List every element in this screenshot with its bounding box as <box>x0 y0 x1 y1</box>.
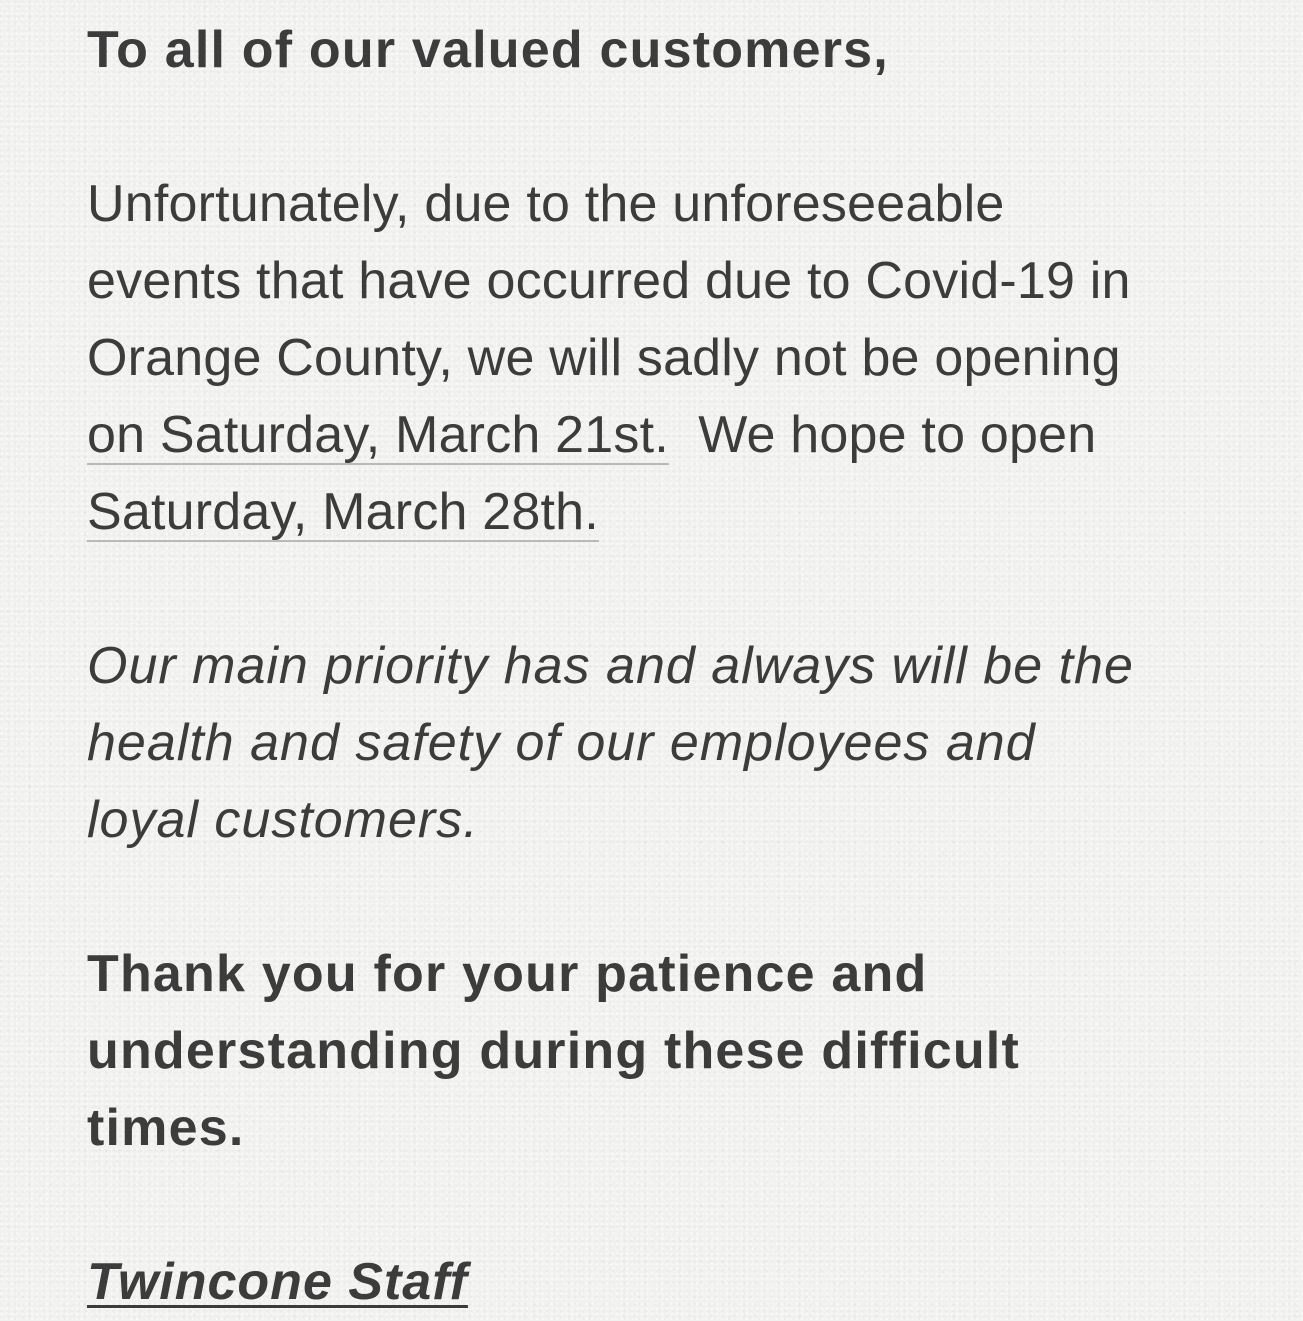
priority-line: loyal customers. <box>87 791 479 849</box>
greeting-line: To all of our valued customers, <box>87 21 889 79</box>
body-line-with-date <box>87 474 1257 551</box>
reopen-intro: We hope to open <box>668 406 1097 464</box>
thanks-line: Thank you for your patience and <box>87 945 928 1003</box>
closed-date: on Saturday, March 21st. <box>87 406 669 464</box>
paragraph-gap <box>87 1167 1257 1244</box>
reopen-date: Saturday, March 28th. <box>87 483 599 541</box>
signature: Twincone Staff <box>87 1253 468 1311</box>
body-line: Unfortunately, due to the unforeseeable <box>87 175 1005 233</box>
thanks-line: times. <box>87 1099 245 1157</box>
thanks-line: understanding during these difficult <box>87 1022 1020 1080</box>
paragraph-gap <box>87 551 1257 628</box>
note-document <box>87 12 1257 1321</box>
priority-line: health and safety of our employees and <box>87 714 1036 772</box>
body-line: Orange County, we will sadly not be opening <box>87 329 1121 387</box>
paragraph-gap <box>87 89 1257 166</box>
signature-line <box>87 1244 1257 1321</box>
priority-line: Our main priority has and always will be the <box>87 637 1134 695</box>
body-line-with-date <box>87 397 1257 474</box>
paragraph-gap <box>87 859 1257 936</box>
body-line: events that have occurred due to Covid-19 in <box>87 252 1131 310</box>
